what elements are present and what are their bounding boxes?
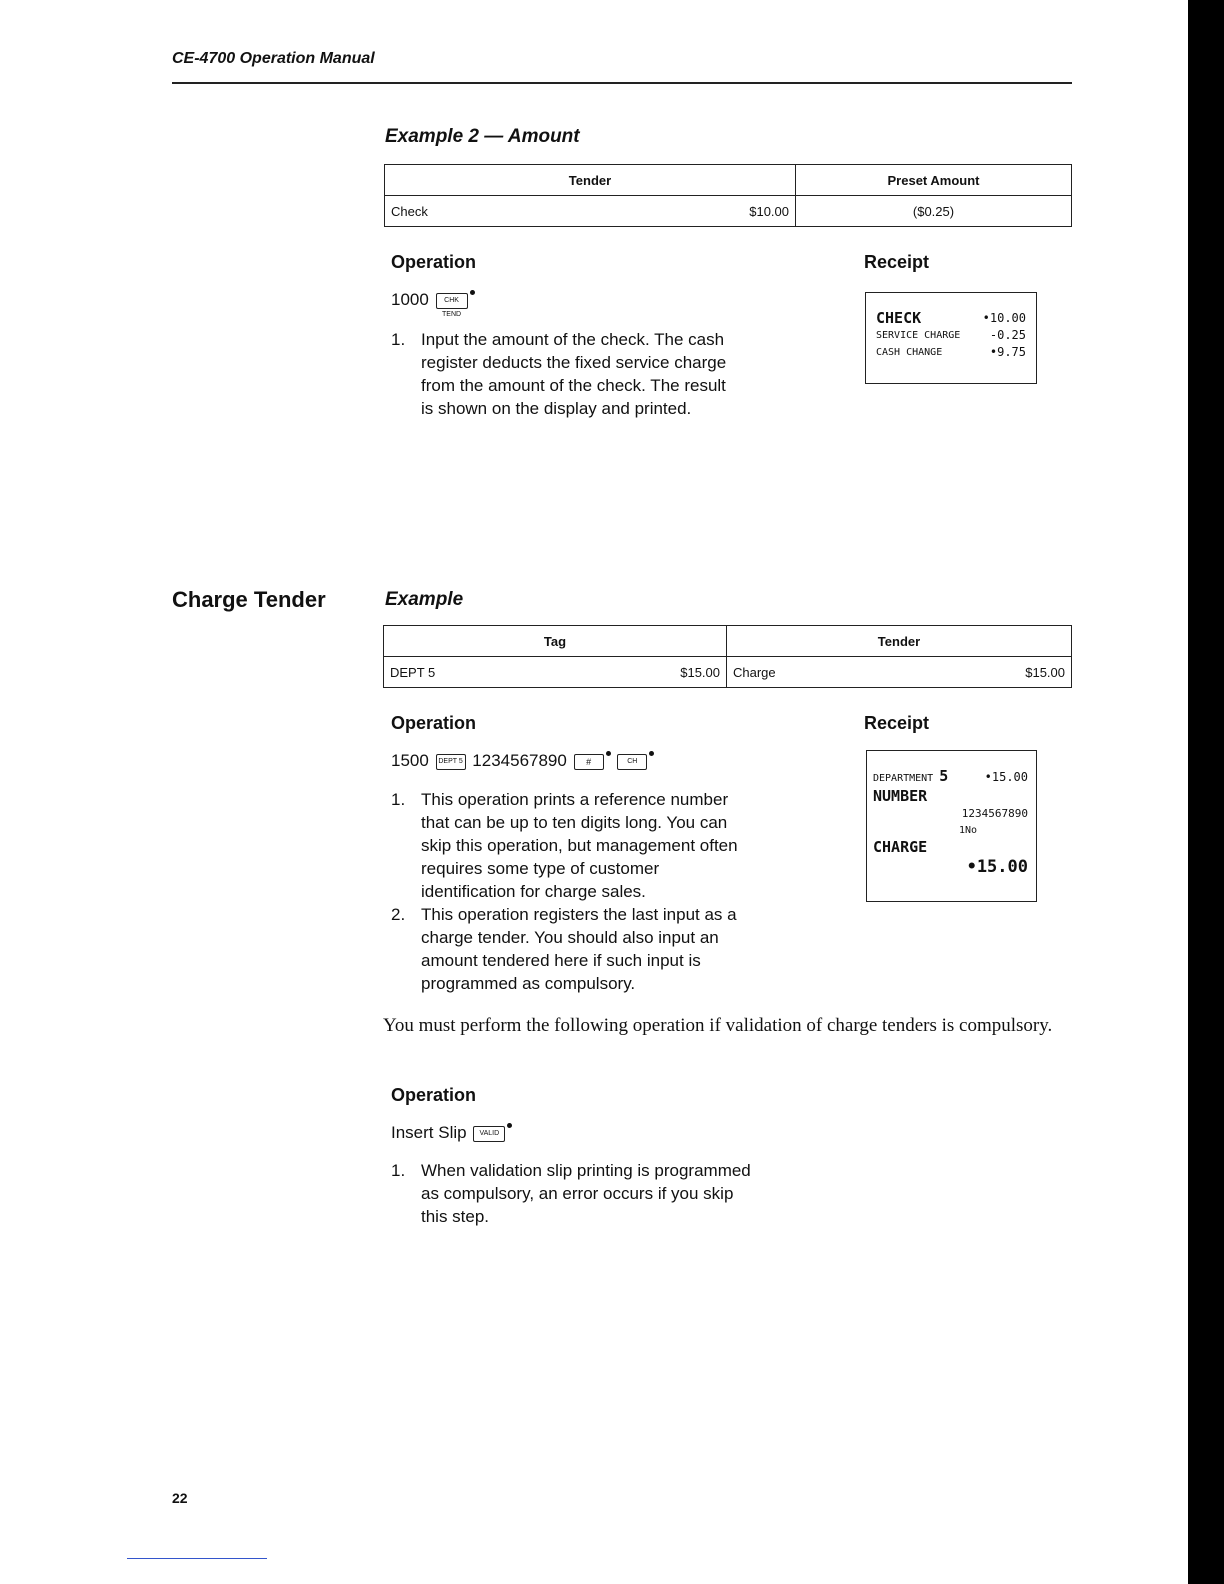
page-number: 22 bbox=[172, 1490, 188, 1506]
charge-tender-section-title: Charge Tender bbox=[172, 587, 326, 612]
manual-title: CE-4700 Operation Manual bbox=[172, 50, 375, 67]
header-rule bbox=[172, 82, 1072, 84]
charge-operation-line bbox=[391, 749, 654, 772]
dept-key-icon: DEPT 5 bbox=[436, 754, 466, 770]
press-dot-icon bbox=[507, 1123, 512, 1128]
hash-key-icon: # bbox=[574, 754, 604, 770]
press-dot-icon bbox=[470, 290, 475, 295]
charge-receipt-heading: Receipt bbox=[864, 713, 930, 733]
list-item: 1. This operation prints a reference number that can be up to ten digits long. You can skip this operation, but management often requires some type of customer identification for charge sales. bbox=[391, 790, 738, 901]
tender-amount: $15.00 bbox=[1025, 664, 1065, 680]
preset-amount: ($0.25) bbox=[796, 196, 1072, 227]
example2-steps bbox=[391, 328, 741, 420]
charge-key-icon: CH bbox=[617, 754, 647, 770]
table-row bbox=[385, 196, 1072, 227]
tender-name: Check bbox=[391, 203, 428, 219]
table-header-tender: Tender bbox=[727, 626, 1072, 657]
list-item: 1. When validation slip printing is programmed as compulsory, an error occurs if you skip this step. bbox=[391, 1161, 751, 1226]
charge-tender-table bbox=[383, 625, 1072, 688]
table-row bbox=[384, 657, 1072, 688]
table-header-tag: Tag bbox=[384, 626, 727, 657]
list-item: 1. Input the amount of the check. The cash register deducts the fixed service charge from the amount of the check. The result is shown on the display and printed. bbox=[391, 330, 727, 418]
amount-entry: 1500 bbox=[391, 751, 429, 770]
validation-steps bbox=[391, 1159, 751, 1228]
validation-key-icon: VALID bbox=[473, 1126, 505, 1142]
example2-operation-heading: Operation bbox=[391, 252, 477, 272]
example2-receipt-heading: Receipt bbox=[864, 252, 930, 272]
charge-receipt: DEPARTMENT 5 •15.00 NUMBER 1234567890 1No CHARGE •15.00 bbox=[866, 750, 1037, 902]
validation-note: You must perform the following operation if validation of charge tenders is compulsory. bbox=[383, 1015, 1053, 1036]
press-dot-icon bbox=[606, 751, 611, 756]
tender-amount: $10.00 bbox=[749, 203, 789, 219]
press-dot-icon bbox=[649, 751, 654, 756]
validation-operation-heading: Operation bbox=[391, 1085, 477, 1105]
example2-title: Example 2 — Amount bbox=[385, 126, 580, 147]
footer-rule bbox=[127, 1558, 267, 1559]
example2-operation-line bbox=[391, 288, 475, 318]
example2-receipt: CHECK •10.00 SERVICE CHARGE -0.25 CASH CHANGE •9.75 bbox=[865, 292, 1037, 384]
charge-steps bbox=[391, 788, 751, 995]
charge-operation-heading: Operation bbox=[391, 713, 477, 733]
tag-amount: $15.00 bbox=[680, 664, 720, 680]
tag-name: DEPT 5 bbox=[390, 664, 436, 680]
charge-tender-example-title: Example bbox=[385, 589, 464, 610]
check-tender-key-icon: CHK TEND bbox=[436, 293, 468, 309]
example2-table bbox=[384, 164, 1072, 227]
tender-name: Charge bbox=[733, 664, 776, 680]
table-header-tender: Tender bbox=[385, 165, 796, 196]
list-item: 2. This operation registers the last input as a charge tender. You should also input an amount tendered here if such input is programmed as compulsory. bbox=[391, 905, 737, 993]
validation-operation-line: Insert Slip VALID bbox=[391, 1121, 512, 1144]
scan-edge-bar bbox=[1188, 0, 1224, 1584]
amount-entry: 1000 bbox=[391, 290, 429, 309]
reference-number-entry: 1234567890 bbox=[472, 751, 567, 770]
table-header-preset-amount: Preset Amount bbox=[796, 165, 1072, 196]
